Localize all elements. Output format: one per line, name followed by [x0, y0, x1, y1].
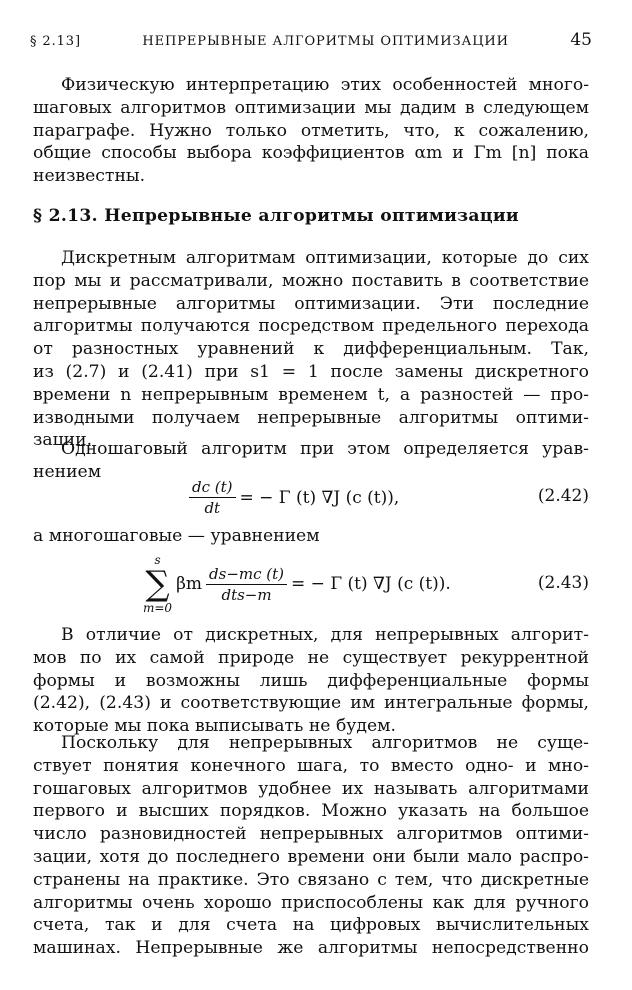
- section-heading: § 2.13. Непрерывные алгоритмы оптимизации: [33, 206, 519, 226]
- equation-number: (2.42): [537, 486, 589, 506]
- text-line: из (2.7) и (2.41) при s1 = 1 после замены дискретного: [33, 361, 589, 382]
- text-line: алгоритмы очень хорошо приспособлены как для ручного: [33, 892, 589, 913]
- text-line: времени n непрерывным временем t, а разностей — про-: [33, 384, 589, 405]
- text-line: ствует понятия конечного шага, то вместо одно- и мно-: [33, 755, 589, 776]
- text-line: странены на практике. Это связано с тем, что дискретные: [33, 869, 589, 890]
- text-line: Поскольку для непрерывных алгоритмов не суще-: [61, 733, 589, 753]
- running-header: [30, 30, 592, 50]
- fraction-denominator: dts−m: [221, 585, 272, 604]
- text-line: (2.42), (2.43) и соответствующие им интегральные формы,: [33, 693, 589, 714]
- page-number: 45: [570, 30, 592, 50]
- paragraph-multistep: [33, 525, 589, 548]
- text-line: неизвестны.: [33, 166, 146, 187]
- equation-rhs: = − Γ (t) ∇J (c (t)),: [239, 487, 400, 508]
- sum-upper-limit: s: [154, 553, 161, 567]
- text-line: мов по их самой природе не существует рекуррентной: [33, 647, 589, 668]
- text-line: изводными получаем непрерывные алгоритмы оптими-: [33, 407, 589, 428]
- text-line: Одношаговый алгоритм при этом определяется урав-: [61, 439, 589, 459]
- paragraph-onestep: [33, 438, 589, 484]
- text-line: Физическую интерпретацию этих особенностей много-: [61, 75, 589, 95]
- paragraph-continuous: [33, 624, 589, 738]
- paragraph-intro: [33, 74, 589, 188]
- derivative-fraction: [189, 478, 236, 517]
- text-line: параграфе. Нужно только отметить, что, к сожалению,: [33, 120, 589, 141]
- coefficient: βm: [176, 574, 203, 594]
- text-line: Дискретным алгоритмам оптимизации, которые до сих: [61, 248, 589, 268]
- derivative-fraction: [206, 565, 287, 604]
- header-section: § 2.13]: [30, 34, 81, 49]
- equation-2-42: [33, 478, 589, 524]
- text-line: зации.: [33, 430, 93, 451]
- equation-number: (2.43): [537, 573, 589, 593]
- header-title: НЕПРЕРЫВНЫЕ АЛГОРИТМЫ ОПТИМИЗАЦИИ: [142, 34, 509, 49]
- fraction-denominator: dt: [204, 499, 221, 517]
- text-line: гошаговых алгоритмов удобнее их называть алгоритмами: [33, 778, 589, 799]
- text-line: число разновидностей непрерывных алгоритмов оптими-: [33, 824, 589, 845]
- summation: [143, 553, 172, 615]
- text-line: шаговых алгоритмов оптимизации мы дадим в следующем: [33, 97, 589, 118]
- fraction-numerator: ds−mc (t): [206, 565, 287, 585]
- equation-2-43: [33, 553, 589, 619]
- text-line: пор мы и рассматривали, можно поставить в соответствие: [33, 270, 589, 291]
- text-line: счета, так и для счета на цифровых вычислительных: [33, 915, 589, 936]
- text-line: а многошаговые — уравнением: [33, 526, 320, 546]
- text-line: общие способы выбора коэффициентов αm и Γm [n] пока: [33, 143, 589, 164]
- equation-rhs: = − Γ (t) ∇J (c (t)).: [291, 574, 451, 594]
- text-line: машинах. Непрерывные же алгоритмы непосредственно: [33, 938, 589, 959]
- fraction-numerator: dc (t): [189, 478, 236, 498]
- text-line: зации, хотя до последнего времени они были мало распро-: [33, 846, 589, 867]
- text-line: первого и высших порядков. Можно указать на большое: [33, 801, 589, 822]
- paragraph-orders: [33, 732, 589, 960]
- text-line: формы и возможны лишь дифференциальные формы: [33, 670, 589, 691]
- text-line: В отличие от дискретных, для непрерывных алгорит-: [61, 625, 589, 645]
- text-line: алгоритмы получаются посредством предельного перехода: [33, 316, 589, 337]
- text-line: от разностных уравнений к дифференциальным. Так,: [33, 339, 589, 360]
- text-line: непрерывные алгоритмы оптимизации. Эти последние: [33, 293, 589, 314]
- text-line: которые мы пока выписывать не будем.: [33, 716, 396, 737]
- text-line: нением: [33, 461, 102, 482]
- sigma-symbol: ∑: [145, 564, 170, 604]
- sum-lower-limit: m=0: [143, 601, 173, 615]
- paragraph-discrete: [33, 247, 589, 452]
